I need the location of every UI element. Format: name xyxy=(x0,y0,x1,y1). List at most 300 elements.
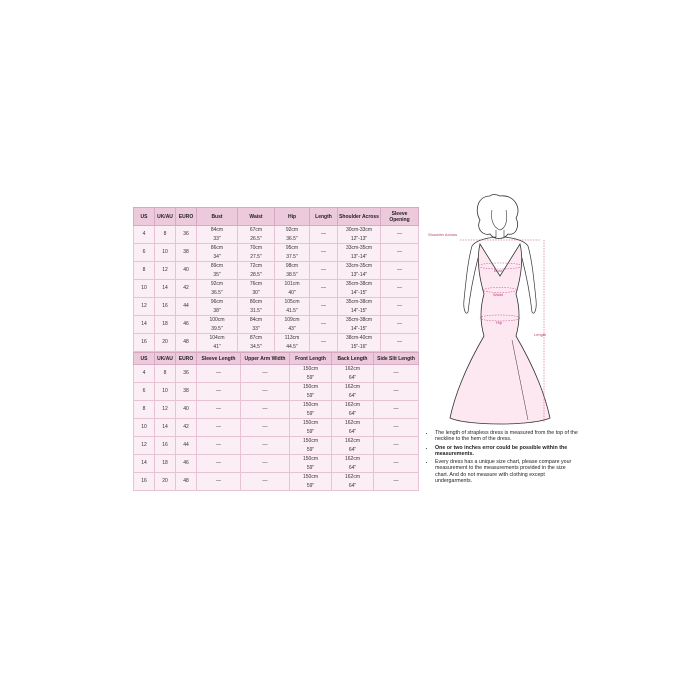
cell-value: — xyxy=(216,406,221,412)
cell-value: 150cm xyxy=(302,402,318,408)
table-cell xyxy=(155,280,176,298)
cell-value: 105cm xyxy=(284,299,300,305)
table-cell xyxy=(197,455,241,473)
cell-value: 109cm xyxy=(284,317,300,323)
cell-value: 12 xyxy=(141,442,147,448)
table-cell xyxy=(310,262,338,280)
cell-value: — xyxy=(262,406,268,412)
cell-value: 34" xyxy=(213,253,221,260)
cell-value: 14"-15" xyxy=(350,289,368,296)
table-cell xyxy=(374,473,419,491)
cell-value: 59" xyxy=(306,482,315,489)
table-row xyxy=(134,316,419,334)
cell-value: 4 xyxy=(142,231,146,237)
cell-value: 80cm xyxy=(249,299,263,305)
table-cell xyxy=(134,365,155,383)
table-cell xyxy=(155,437,176,455)
cell-value: — xyxy=(397,231,402,237)
cell-value: — xyxy=(397,267,402,273)
cell-value: 36.5" xyxy=(211,289,223,296)
table-cell xyxy=(381,244,419,262)
cell-value: 13"-14" xyxy=(350,253,368,260)
cell-value: 101cm xyxy=(284,281,300,287)
table-cell xyxy=(238,316,275,334)
cell-value: — xyxy=(216,478,221,484)
table-cell xyxy=(134,316,155,334)
table-row xyxy=(134,383,419,401)
cell-value: 59" xyxy=(306,410,315,417)
cell-value: — xyxy=(397,339,402,345)
cell-value: 14 xyxy=(162,285,168,291)
cell-value: 64" xyxy=(348,392,357,399)
cell-value: 33cm-35cm xyxy=(345,263,373,269)
cell-value: 20 xyxy=(162,339,168,345)
table-cell xyxy=(134,437,155,455)
cell-value: 104cm xyxy=(209,335,225,341)
label-bust: Bust xyxy=(494,268,503,273)
table-cell xyxy=(338,244,381,262)
table-row xyxy=(134,334,419,352)
table-cell xyxy=(310,334,338,352)
cell-value: 46 xyxy=(183,460,189,466)
table-row xyxy=(134,365,419,383)
table-row xyxy=(134,473,419,491)
cell-value: 4 xyxy=(142,370,146,376)
table-cell xyxy=(275,298,310,316)
table-cell xyxy=(241,419,290,437)
col-header-hip: Hip xyxy=(275,208,310,226)
cell-value: 44 xyxy=(183,303,189,309)
cell-value: 14"-15" xyxy=(350,307,368,314)
cell-value: 14"-15" xyxy=(350,325,368,332)
cell-value: 38 xyxy=(183,388,189,394)
cell-value: 37.5" xyxy=(286,253,298,260)
cell-value: 35cm-38cm xyxy=(345,317,373,323)
cell-value: — xyxy=(397,285,402,291)
table-cell xyxy=(332,437,374,455)
cell-value: 162cm xyxy=(344,366,360,372)
table-cell xyxy=(176,383,197,401)
cell-value: — xyxy=(321,339,326,345)
cell-value: 92cm xyxy=(210,281,224,287)
cell-value: 76cm xyxy=(249,281,263,287)
table-cell xyxy=(290,473,332,491)
table-cell xyxy=(197,262,238,280)
table-cell xyxy=(197,419,241,437)
table-cell xyxy=(197,280,238,298)
table-cell xyxy=(332,401,374,419)
table-cell xyxy=(176,226,197,244)
note-error-margin: • One or two inches error could be possible within the measurements. xyxy=(435,445,578,458)
table-cell xyxy=(176,419,197,437)
table-row xyxy=(134,455,419,473)
table-cell xyxy=(338,316,381,334)
cell-value: 27.5" xyxy=(250,253,262,260)
table-cell xyxy=(374,401,419,419)
table-cell xyxy=(238,244,275,262)
cell-value: 150cm xyxy=(302,474,318,480)
cell-value: 86cm xyxy=(210,245,224,251)
table-cell xyxy=(290,419,332,437)
table-cell xyxy=(374,419,419,437)
table-cell xyxy=(155,226,176,244)
table-cell xyxy=(238,334,275,352)
table-cell xyxy=(176,262,197,280)
table-cell xyxy=(290,437,332,455)
cell-value: — xyxy=(216,424,221,430)
cell-value: — xyxy=(393,478,399,484)
table-cell xyxy=(176,316,197,334)
cell-value: 59" xyxy=(306,374,315,381)
cell-value: — xyxy=(262,478,268,484)
cell-value: 34.5" xyxy=(250,343,262,350)
cell-value: 28.5" xyxy=(250,271,262,278)
cell-value: 40" xyxy=(288,289,296,296)
cell-value: 12 xyxy=(141,303,147,309)
cell-value: — xyxy=(321,267,326,273)
table-cell xyxy=(176,473,197,491)
cell-value: 38 xyxy=(183,249,189,255)
cell-value: 33" xyxy=(213,235,221,242)
cell-value: 162cm xyxy=(344,420,360,426)
size-chart-table-1 xyxy=(133,207,419,352)
cell-value: 20 xyxy=(162,478,168,484)
col-header-us: US xyxy=(134,208,155,226)
cell-value: — xyxy=(216,460,221,466)
table-cell xyxy=(134,280,155,298)
cell-value: 30cm-33cm xyxy=(345,227,373,233)
cell-value: — xyxy=(397,303,402,309)
cell-value: 98cm xyxy=(285,263,299,269)
cell-value: 16 xyxy=(141,478,147,484)
cell-value: 43" xyxy=(288,325,296,332)
col-header-shoulder-across: Shoulder Across xyxy=(338,208,381,226)
cell-value: 18 xyxy=(162,460,168,466)
cell-value: 48 xyxy=(183,339,189,345)
table-cell xyxy=(197,334,238,352)
col-header-length: Length xyxy=(310,208,338,226)
cell-value: 96cm xyxy=(210,299,224,305)
cell-value: — xyxy=(321,285,326,291)
table-cell xyxy=(241,455,290,473)
cell-value: 26.5" xyxy=(250,235,262,242)
cell-value: — xyxy=(262,388,268,394)
cell-value: 18 xyxy=(162,321,168,327)
table-cell xyxy=(176,280,197,298)
table-cell xyxy=(332,455,374,473)
table-cell xyxy=(134,401,155,419)
cell-value: 162cm xyxy=(344,438,360,444)
cell-value: 42 xyxy=(183,424,189,430)
table-cell xyxy=(338,298,381,316)
cell-value: 64" xyxy=(348,428,357,435)
cell-value: 12"-13" xyxy=(350,235,368,242)
cell-value: 92cm xyxy=(285,227,299,233)
table-cell xyxy=(310,316,338,334)
cell-value: 8 xyxy=(163,370,167,376)
cell-value: 84cm xyxy=(210,227,224,233)
table-cell xyxy=(176,298,197,316)
table-cell xyxy=(290,383,332,401)
cell-value: 59" xyxy=(306,464,315,471)
cell-value: 40 xyxy=(183,406,189,412)
table-cell xyxy=(310,244,338,262)
table-cell xyxy=(381,262,419,280)
col-header-sleeve-opening: Sleeve Opening xyxy=(381,208,419,226)
col-header-upper-arm-width: Upper Arm Width xyxy=(241,353,290,365)
cell-value: 35" xyxy=(213,271,221,278)
table-cell xyxy=(197,365,241,383)
col-header-euro: EURO xyxy=(176,353,197,365)
table-cell xyxy=(134,298,155,316)
table-cell xyxy=(176,437,197,455)
col-header-uk-au: UK/AU xyxy=(155,208,176,226)
cell-value: 38" xyxy=(213,307,221,314)
cell-value: 64" xyxy=(348,482,357,489)
table-cell xyxy=(155,244,176,262)
cell-value: — xyxy=(321,249,326,255)
table-cell xyxy=(155,316,176,334)
cell-value: 6 xyxy=(142,388,146,394)
table-header-row xyxy=(134,208,419,226)
table-header-row xyxy=(134,353,419,365)
table-cell xyxy=(155,383,176,401)
table-row xyxy=(134,262,419,280)
cell-value: 150cm xyxy=(302,384,318,390)
table-cell xyxy=(338,226,381,244)
cell-value: 44.5" xyxy=(286,343,298,350)
table-cell xyxy=(197,437,241,455)
col-header-front-length: Front Length xyxy=(290,353,332,365)
col-header-sleeve-length: Sleeve Length xyxy=(197,353,241,365)
dress-figure-illustration xyxy=(420,190,580,435)
cell-value: 35cm-38cm xyxy=(345,299,373,305)
cell-value: 70cm xyxy=(249,245,263,251)
table-cell xyxy=(381,226,419,244)
table-cell xyxy=(238,280,275,298)
table-cell xyxy=(374,455,419,473)
label-waist: Waist xyxy=(493,292,503,297)
table-cell xyxy=(374,383,419,401)
table-cell xyxy=(332,365,374,383)
cell-value: 162cm xyxy=(344,456,360,462)
cell-value: 150cm xyxy=(302,438,318,444)
cell-value: 12 xyxy=(162,406,168,412)
table-cell xyxy=(241,437,290,455)
table-cell xyxy=(381,316,419,334)
col-header-bust: Bust xyxy=(197,208,238,226)
table-cell xyxy=(176,365,197,383)
cell-value: 38.5" xyxy=(286,271,298,278)
table-cell xyxy=(155,365,176,383)
cell-value: — xyxy=(321,303,326,309)
table-cell xyxy=(134,226,155,244)
table-cell xyxy=(275,262,310,280)
cell-value: — xyxy=(216,442,221,448)
cell-value: — xyxy=(393,442,399,448)
cell-value: — xyxy=(262,424,268,430)
cell-value: 46 xyxy=(183,321,189,327)
table-row xyxy=(134,437,419,455)
col-header-us: US xyxy=(134,353,155,365)
cell-value: — xyxy=(262,460,268,466)
table-cell xyxy=(134,383,155,401)
cell-value: 41.5" xyxy=(286,307,298,314)
cell-value: 64" xyxy=(348,374,357,381)
cell-value: 35cm-38cm xyxy=(345,281,373,287)
col-header-euro: EURO xyxy=(176,208,197,226)
table-cell xyxy=(332,419,374,437)
table-cell xyxy=(332,383,374,401)
table-cell xyxy=(338,262,381,280)
table-cell xyxy=(197,226,238,244)
cell-value: 38cm-40cm xyxy=(345,335,373,341)
table-cell xyxy=(241,473,290,491)
cell-value: 36 xyxy=(183,231,189,237)
table-row xyxy=(134,298,419,316)
cell-value: 13"-14" xyxy=(350,271,368,278)
table-cell xyxy=(155,262,176,280)
cell-value: 150cm xyxy=(302,420,318,426)
table-row xyxy=(134,226,419,244)
cell-value: 64" xyxy=(348,410,357,417)
cell-value: 42 xyxy=(183,285,189,291)
cell-value: 67cm xyxy=(249,227,263,233)
cell-value: — xyxy=(216,370,221,376)
table-cell xyxy=(134,455,155,473)
note-unique-size-chart: • Every dress has a unique size chart, please compare your measurement to the measurements provided in the size chart. And do not measure with clothing except undergarments. xyxy=(435,459,578,484)
cell-value: 100cm xyxy=(209,317,225,323)
cell-value: 36.5" xyxy=(286,235,298,242)
cell-value: 95cm xyxy=(285,245,299,251)
table-cell xyxy=(290,455,332,473)
cell-value: 10 xyxy=(162,249,168,255)
table-cell xyxy=(238,226,275,244)
table-cell xyxy=(155,419,176,437)
label-shoulder-across: Shoulder Across xyxy=(428,232,458,237)
table-cell xyxy=(241,401,290,419)
cell-value: 48 xyxy=(183,478,189,484)
cell-value: 14 xyxy=(141,321,147,327)
label-length: Length xyxy=(534,332,547,337)
cell-value: 44 xyxy=(183,442,189,448)
table-cell xyxy=(275,316,310,334)
cell-value: 33" xyxy=(252,325,260,332)
table-cell xyxy=(275,280,310,298)
table-cell xyxy=(176,455,197,473)
cell-value: 14 xyxy=(162,424,168,430)
cell-value: — xyxy=(393,424,399,430)
cell-value: 72cm xyxy=(249,263,263,269)
cell-value: 30" xyxy=(252,289,260,296)
cell-value: 84cm xyxy=(249,317,263,323)
table-cell xyxy=(155,334,176,352)
table-row xyxy=(134,401,419,419)
cell-value: 16 xyxy=(141,339,147,345)
table-cell xyxy=(310,280,338,298)
table-cell xyxy=(155,401,176,419)
cell-value: 12 xyxy=(162,267,168,273)
table-cell xyxy=(381,298,419,316)
cell-value: 87cm xyxy=(249,335,263,341)
table-cell xyxy=(290,401,332,419)
table-cell xyxy=(134,419,155,437)
cell-value: — xyxy=(393,370,399,376)
table-cell xyxy=(374,437,419,455)
cell-value: 40 xyxy=(183,267,189,273)
cell-value: 6 xyxy=(142,249,146,255)
cell-value: — xyxy=(216,388,221,394)
table-cell xyxy=(134,244,155,262)
table-cell xyxy=(155,473,176,491)
cell-value: — xyxy=(262,442,268,448)
col-header-waist: Waist xyxy=(238,208,275,226)
cell-value: 150cm xyxy=(302,456,318,462)
table-cell xyxy=(197,298,238,316)
table-cell xyxy=(155,298,176,316)
table-cell xyxy=(197,244,238,262)
cell-value: — xyxy=(397,321,402,327)
cell-value: 10 xyxy=(141,285,147,291)
table-cell xyxy=(155,455,176,473)
cell-value: — xyxy=(393,460,399,466)
table-cell xyxy=(290,365,332,383)
table-cell xyxy=(134,334,155,352)
cell-value: 8 xyxy=(163,231,167,237)
cell-value: — xyxy=(321,231,326,237)
table-cell xyxy=(241,383,290,401)
dress-illustration xyxy=(420,190,580,435)
cell-value: 16 xyxy=(162,303,168,309)
note-strapless-length: • The length of strapless dress is measured from the top of the neckline to the hem of the dress. xyxy=(435,430,578,443)
table-cell xyxy=(310,226,338,244)
cell-value: — xyxy=(321,321,326,327)
cell-value: 150cm xyxy=(302,366,318,372)
cell-value: 162cm xyxy=(344,402,360,408)
table-cell xyxy=(197,383,241,401)
col-header-back-length: Back Length xyxy=(332,353,374,365)
table-cell xyxy=(374,365,419,383)
table-cell xyxy=(134,262,155,280)
table-cell xyxy=(197,316,238,334)
table-row xyxy=(134,244,419,262)
cell-value: 89cm xyxy=(210,263,224,269)
cell-value: 31.5" xyxy=(250,307,262,314)
col-header-uk-au: UK/AU xyxy=(155,353,176,365)
cell-value: 113cm xyxy=(284,335,300,341)
table-cell xyxy=(338,334,381,352)
cell-value: 14 xyxy=(141,460,147,466)
cell-value: 16 xyxy=(162,442,168,448)
cell-value: 59" xyxy=(306,446,315,453)
table-cell xyxy=(134,473,155,491)
cell-value: 8 xyxy=(142,267,146,273)
cell-value: 33cm-35cm xyxy=(345,245,373,251)
cell-value: — xyxy=(397,249,402,255)
cell-value: 41" xyxy=(213,343,221,350)
table-cell xyxy=(176,401,197,419)
cell-value: — xyxy=(393,388,399,394)
cell-value: 10 xyxy=(141,424,147,430)
table-cell xyxy=(275,244,310,262)
table-cell xyxy=(310,298,338,316)
table-cell xyxy=(197,401,241,419)
cell-value: 36 xyxy=(183,370,189,376)
table-cell xyxy=(275,226,310,244)
cell-value: 15"-16" xyxy=(350,343,368,350)
cell-value: 64" xyxy=(348,464,357,471)
cell-value: 59" xyxy=(306,392,315,399)
